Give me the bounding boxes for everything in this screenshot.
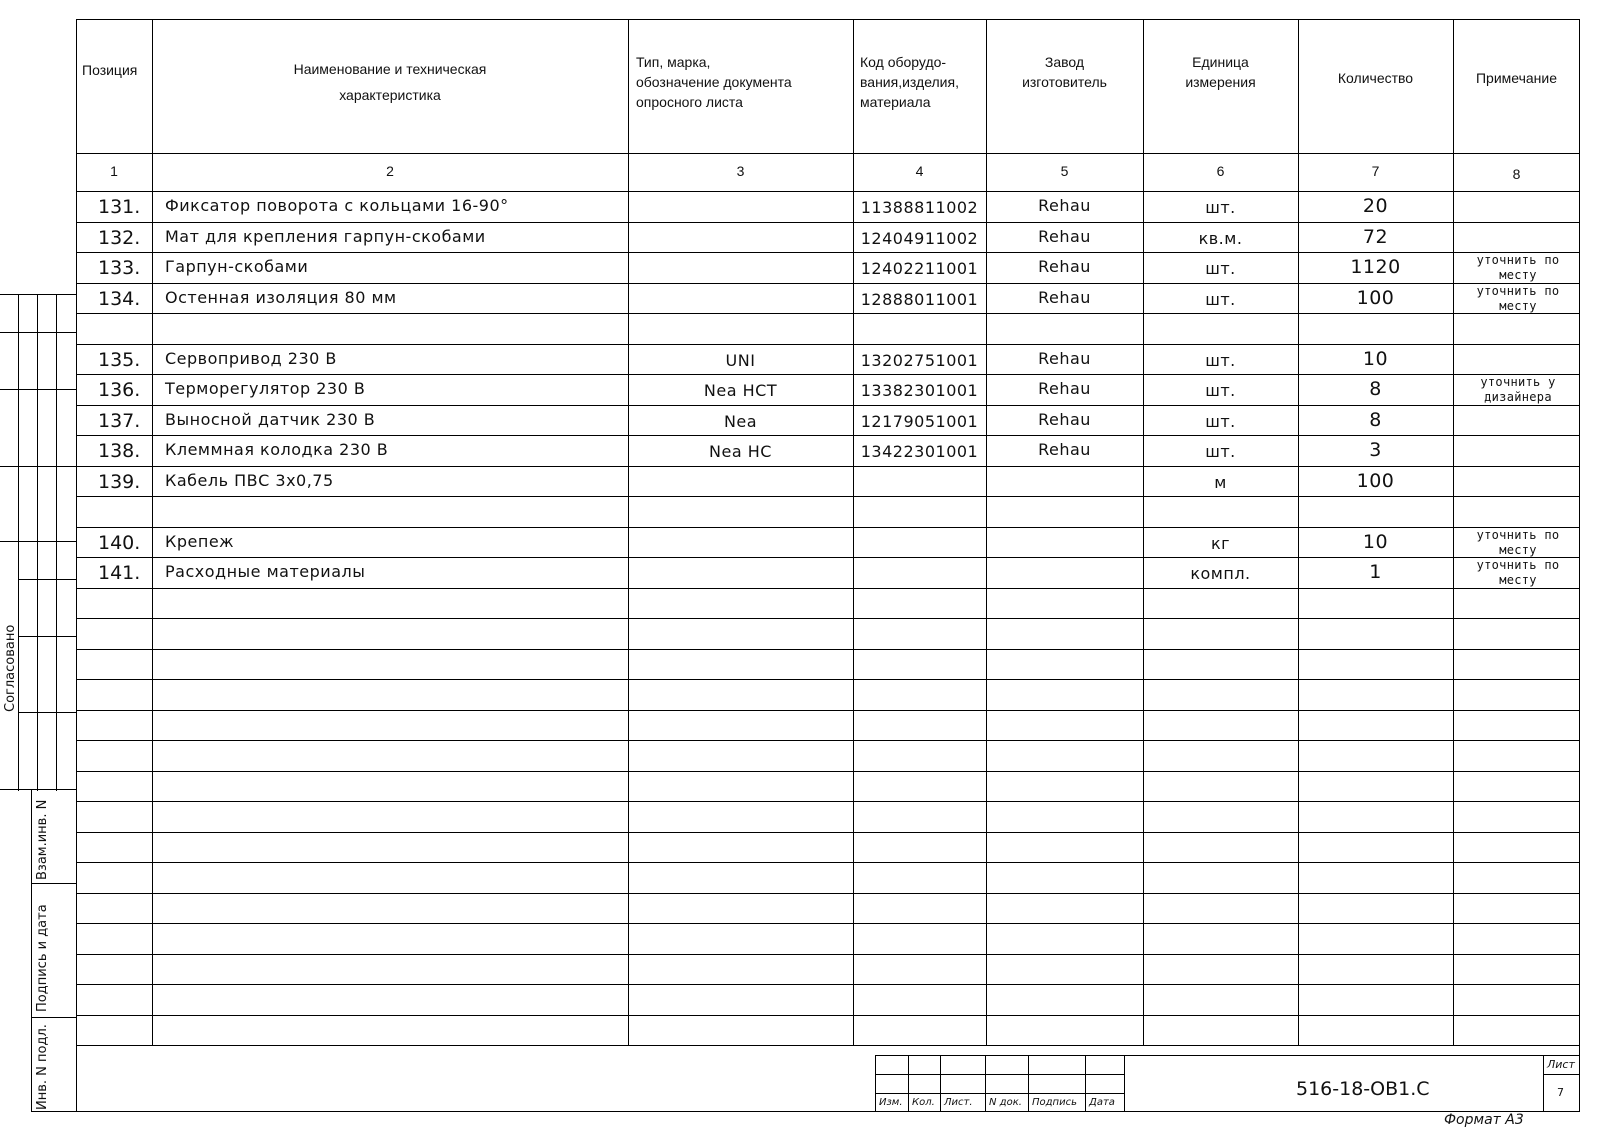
side-line: [0, 389, 76, 390]
column-number-3: 3: [736, 163, 745, 179]
row-maker: Rehau: [1038, 379, 1091, 398]
row-unit: шт.: [1205, 442, 1236, 461]
row-line: [76, 618, 1580, 619]
row-maker: Rehau: [1038, 440, 1091, 459]
header-title-col-8: Примечание: [1475, 70, 1558, 86]
header-title-col-4: Код оборудо- вания,изделия, материала: [860, 54, 959, 110]
row-name: Выносной датчик 230 В: [165, 410, 376, 429]
side-line: [0, 789, 76, 790]
column-line: [853, 19, 854, 1045]
row-maker: Rehau: [1038, 410, 1091, 429]
title-block-line: [1543, 1055, 1544, 1112]
column-number-8: 8: [1512, 166, 1521, 182]
row-note: уточнить по месту: [1476, 284, 1560, 313]
row-line: [76, 1015, 1580, 1016]
row-type: Nea HC: [709, 442, 772, 461]
row-code: 12179051001: [860, 412, 979, 431]
row-name: Кабель ПВС 3х0,75: [165, 471, 334, 490]
row-code: 13382301001: [860, 381, 979, 400]
row-position: 133.: [98, 257, 141, 279]
row-line: [76, 283, 1580, 284]
row-position: 140.: [98, 532, 141, 554]
sheet-label: Лист: [1547, 1058, 1575, 1071]
row-code: 11388811002: [860, 198, 979, 217]
side-line: [37, 294, 38, 791]
title-block-line: [908, 1055, 909, 1112]
row-line: [76, 893, 1580, 894]
title-block-line: [985, 1055, 986, 1112]
column-line: [1453, 19, 1454, 1045]
side-line: [18, 579, 76, 580]
title-block-line: [875, 1093, 1124, 1094]
row-line: [76, 496, 1580, 497]
row-line: [76, 984, 1580, 985]
row-note: уточнить по месту: [1476, 253, 1560, 282]
row-quantity: 1120: [1350, 256, 1401, 278]
column-number-1: 1: [110, 163, 118, 179]
title-block-line: [875, 1055, 1580, 1056]
side-line: [18, 712, 76, 713]
header-title-col-2: Наименование и техническая характеристика: [293, 61, 487, 103]
row-code: 12402211001: [860, 259, 979, 278]
row-quantity: 8: [1369, 378, 1382, 400]
column-line: [986, 19, 987, 1045]
row-unit: шт.: [1205, 290, 1236, 309]
row-line: [76, 679, 1580, 680]
row-maker: Rehau: [1038, 288, 1091, 307]
row-quantity: 10: [1362, 531, 1389, 553]
row-unit: шт.: [1205, 412, 1236, 431]
column-number-5: 5: [1060, 163, 1069, 179]
header-title-col-6: Единица измерения: [1185, 54, 1256, 90]
row-unit: шт.: [1205, 381, 1236, 400]
row-code: 13422301001: [860, 442, 979, 461]
row-line: [76, 771, 1580, 772]
header-title-col-1: Позиция: [82, 62, 138, 78]
title-block-col-label: Изм.: [879, 1097, 903, 1108]
row-name: Мат для крепления гарпун-скобами: [165, 227, 486, 246]
row-quantity: 10: [1362, 348, 1389, 370]
column-line: [1143, 19, 1144, 1045]
title-block-col-label: Дата: [1089, 1097, 1115, 1108]
row-line: [76, 923, 1580, 924]
row-line: [76, 740, 1580, 741]
row-line: [76, 374, 1580, 375]
row-name: Гарпун-скобами: [165, 257, 309, 276]
row-name: Терморегулятор 230 В: [165, 379, 366, 398]
row-quantity: 3: [1369, 439, 1382, 461]
row-name: Остенная изоляция 80 мм: [165, 288, 397, 307]
side-line: [31, 1111, 76, 1112]
side-line: [18, 294, 19, 791]
side-line: [0, 294, 76, 295]
row-maker: Rehau: [1038, 349, 1091, 368]
title-block-line: [940, 1055, 941, 1112]
vzam-inv-label: Взам.инв. N: [35, 799, 50, 880]
side-line: [31, 789, 32, 1112]
row-unit: м: [1214, 473, 1227, 492]
row-unit: шт.: [1205, 351, 1236, 370]
header-line: [76, 153, 1580, 154]
side-line: [31, 883, 76, 884]
row-line: [76, 832, 1580, 833]
column-number-7: 7: [1371, 163, 1380, 179]
row-position: 135.: [98, 349, 141, 371]
row-name: Сервопривод 230 В: [165, 349, 337, 368]
row-quantity: 8: [1369, 409, 1382, 431]
side-line: [56, 294, 57, 791]
document-code: 516-18-ОВ1.С: [1296, 1078, 1430, 1100]
row-maker: Rehau: [1038, 196, 1091, 215]
row-quantity: 100: [1356, 470, 1395, 492]
row-type: Nea HCT: [703, 381, 778, 400]
header-title-col-5: Завод изготовитель: [1022, 54, 1107, 90]
row-quantity: 100: [1356, 287, 1395, 309]
row-code: 12404911002: [860, 229, 979, 248]
side-line: [0, 332, 76, 333]
row-line: [76, 405, 1580, 406]
row-line: [76, 527, 1580, 528]
row-line: [76, 466, 1580, 467]
row-position: 131.: [98, 196, 141, 218]
side-line: [18, 636, 76, 637]
title-block-line: [875, 1074, 1124, 1075]
header-title-col-3: Тип, марка, обозначение документа опросного листа: [636, 54, 792, 110]
row-note: уточнить по месту: [1476, 528, 1560, 557]
row-unit: кг: [1210, 534, 1231, 553]
row-type: UNI: [725, 351, 756, 370]
header-line: [76, 191, 1580, 192]
row-code: 13202751001: [860, 351, 979, 370]
agreed-label: Согласовано: [3, 624, 18, 712]
row-line: [76, 954, 1580, 955]
row-line: [76, 1045, 1580, 1046]
row-line: [76, 557, 1580, 558]
row-unit: кв.м.: [1198, 229, 1243, 248]
row-unit: шт.: [1205, 259, 1236, 278]
row-code: 12888011001: [860, 290, 979, 309]
row-line: [76, 588, 1580, 589]
row-position: 134.: [98, 288, 141, 310]
row-line: [76, 313, 1580, 314]
title-block-col-label: Кол.: [912, 1097, 935, 1108]
row-line: [76, 344, 1580, 345]
inv-podl-label: Инв. N подл.: [35, 1024, 50, 1110]
row-line: [76, 649, 1580, 650]
row-line: [76, 222, 1580, 223]
row-line: [76, 710, 1580, 711]
row-position: 137.: [98, 410, 141, 432]
row-position: 138.: [98, 440, 141, 462]
column-number-2: 2: [386, 163, 394, 179]
row-maker: Rehau: [1038, 227, 1091, 246]
format-label: Формат А3: [1444, 1112, 1524, 1128]
row-note: уточнить у дизайнера: [1480, 375, 1556, 404]
row-line: [76, 252, 1580, 253]
title-block-col-label: N док.: [989, 1097, 1022, 1108]
column-line: [628, 19, 629, 1045]
row-position: 136.: [98, 379, 141, 401]
title-block-line: [1085, 1055, 1086, 1112]
side-line: [0, 541, 76, 542]
row-name: Расходные материалы: [165, 562, 366, 581]
row-quantity: 20: [1362, 195, 1389, 217]
title-block-line: [1124, 1055, 1125, 1112]
column-line: [152, 19, 153, 1045]
row-name: Клеммная колодка 230 В: [165, 440, 389, 459]
row-position: 132.: [98, 227, 141, 249]
side-line: [31, 1017, 76, 1018]
row-quantity: 1: [1369, 561, 1382, 583]
row-maker: Rehau: [1038, 257, 1091, 276]
row-name: Крепеж: [165, 532, 235, 551]
title-block-line: [1028, 1055, 1029, 1112]
row-line: [76, 862, 1580, 863]
row-unit: компл.: [1190, 564, 1251, 583]
title-block-line: [1543, 1074, 1580, 1075]
row-note: уточнить по месту: [1476, 558, 1560, 587]
row-unit: шт.: [1205, 198, 1236, 217]
row-line: [76, 801, 1580, 802]
title-block-col-label: Лист.: [944, 1097, 973, 1108]
title-block-line: [875, 1055, 876, 1112]
sign-date-label: Подпись и дата: [35, 904, 50, 1012]
header-title-col-7: Количество: [1337, 70, 1414, 86]
title-block-col-label: Подпись: [1032, 1097, 1077, 1108]
row-position: 139.: [98, 471, 141, 493]
row-line: [76, 435, 1580, 436]
row-quantity: 72: [1362, 226, 1389, 248]
row-name: Фиксатор поворота с кольцами 16-90°: [165, 196, 509, 215]
row-position: 141.: [98, 562, 141, 584]
row-type: Nea: [723, 412, 758, 431]
side-line: [0, 466, 76, 467]
column-number-6: 6: [1216, 163, 1225, 179]
column-number-4: 4: [915, 163, 924, 179]
sheet-number: 7: [1557, 1086, 1564, 1099]
